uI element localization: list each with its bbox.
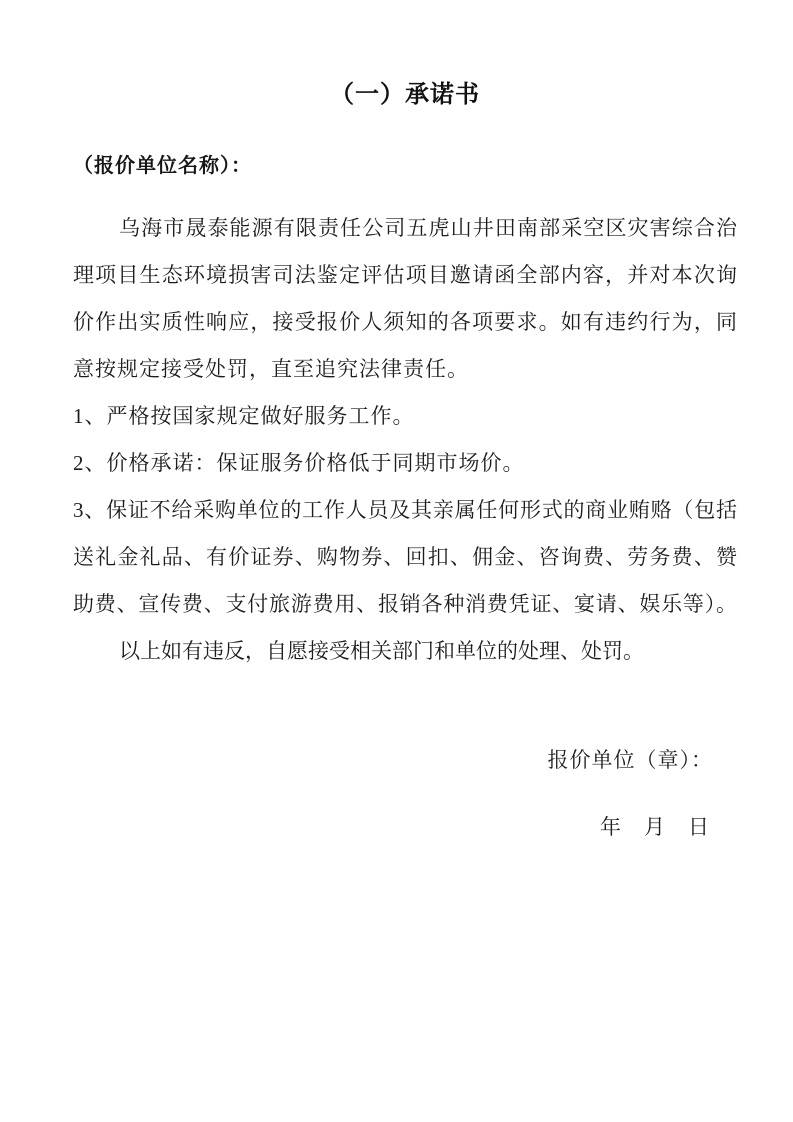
list-item: 3、保证不给采购单位的工作人员及其亲属任何形式的商业贿赂（包括 — [73, 498, 737, 522]
list-item: 2、价格承诺：保证服务价格低于同期市场价。 — [73, 451, 525, 475]
document-content — [73, 0, 737, 851]
signature-unit-line: 报价单位（章）： — [547, 748, 713, 772]
document-body — [73, 205, 737, 675]
body-line: 乌海市晟泰能源有限责任公司五虎山井田南部采空区灾害综合治 — [119, 216, 737, 240]
body-line: 意按规定接受处罚，直至追究法律责任。 — [73, 357, 469, 381]
body-line: 理项目生态环境损害司法鉴定评估项目邀请函全部内容，并对本次询 — [73, 263, 737, 287]
signature-date-line: 年 月 日 — [600, 815, 710, 839]
closing-line: 以上如有违反，自愿接受相关部门和单位的处理、处罚。 — [119, 639, 644, 663]
body-line: 价作出实质性响应，接受报价人须知的各项要求。如有违约行为，同 — [73, 310, 737, 334]
body-line: 助费、宣传费、支付旅游费用、报销各种消费凭证、宴请、娱乐等）。 — [73, 592, 737, 616]
list-item: 1、严格按国家规定做好服务工作。 — [73, 404, 415, 428]
signature-block — [73, 737, 737, 851]
document-title: （一）承诺书 — [330, 82, 480, 108]
body-line: 送礼金礼品、有价证券、购物券、回扣、佣金、咨询费、劳务费、赞 — [73, 545, 737, 569]
recipient-label: （报价单位名称）： — [73, 155, 252, 177]
